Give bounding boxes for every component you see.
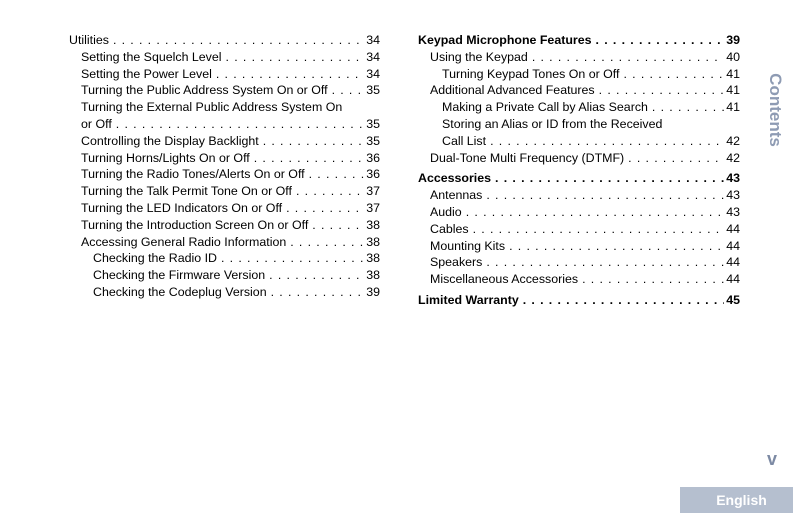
toc-entry-page: 44 [726,238,740,253]
toc-leader-dots [332,82,365,99]
toc-leader-dots [596,32,725,49]
toc-entry [418,66,740,83]
toc-entry-page: 37 [366,184,380,199]
toc-entry [69,166,380,183]
toc-entry [69,250,380,267]
toc-leader-dots [628,150,724,167]
toc-entry-title: Turning the Introduction Screen On or Off [81,217,309,232]
toc-entry [69,267,380,284]
toc-entry-title: Using the Keypad [430,49,528,64]
toc-entry-title: Cables [430,221,469,236]
toc-entry [69,32,380,49]
toc-entry-title: Keypad Microphone Features [418,33,592,47]
toc-entry-title: Mounting Kits [430,238,506,253]
toc-entry-page: 35 [366,133,380,148]
toc-entry-page: 38 [366,234,380,249]
toc-leader-dots [271,284,365,301]
toc-entry-page: 37 [366,200,380,215]
toc-entry-title: Accessing General Radio Information [81,234,287,249]
toc-leader-dots [532,49,724,66]
toc-leader-dots [523,292,724,309]
toc-leader-dots [263,133,365,150]
toc-entry [418,133,740,150]
toc-entry-page: 43 [726,171,740,186]
toc-entry-page: 36 [366,167,380,182]
toc-entry [418,116,740,133]
toc-entry [69,234,380,251]
toc-entry [418,49,740,66]
toc-entry-title: Limited Warranty [418,292,519,307]
toc-entry-title: Miscellaneous Accessories [430,272,579,287]
toc-entry-title: Turning the Public Address System On or Off [81,83,328,98]
toc-entry-page: 38 [366,268,380,283]
toc-leader-dots [473,221,725,238]
toc-leader-dots [312,217,364,234]
toc-entry-page: 44 [726,221,740,236]
toc-entry-page: 39 [366,284,380,299]
toc-entry-title: Call List [442,133,487,148]
toc-entry-page: 38 [366,251,380,266]
toc-entry [69,82,380,99]
toc-entry-title: Additional Advanced Features [430,83,595,98]
section-tab-contents [762,70,788,150]
toc-leader-dots [269,267,364,284]
toc-leader-dots [226,49,365,66]
toc-entry-page: 40 [726,49,740,64]
toc-entry-page: 38 [366,217,380,232]
toc-right-column [418,32,740,309]
toc-entry-title: Checking the Firmware Version [93,268,266,283]
toc-left-column [69,32,380,301]
toc-entry-page: 42 [726,133,740,148]
toc-entry-title: or Off [81,116,112,131]
toc-entry-title: Making a Private Call by Alias Search [442,100,648,115]
toc-entry-page: 39 [726,33,740,47]
toc-leader-dots [509,238,724,255]
toc-entry-title: Turning the LED Indicators On or Off [81,200,283,215]
toc-entry-page: 36 [366,150,380,165]
toc-leader-dots [466,204,725,221]
toc-entry-title: Turning Keypad Tones On or Off [442,66,620,81]
toc-entry [69,116,380,133]
toc-entry [418,204,740,221]
toc-leader-dots [290,234,364,251]
toc-entry [418,82,740,99]
toc-entry-page: 41 [726,100,740,115]
toc-entry [69,49,380,66]
toc-leader-dots [652,99,724,116]
toc-entry-title: Storing an Alias or ID from the Received [442,116,663,131]
toc-entry-title: Utilities [69,33,109,47]
toc-entry-title: Audio [430,204,462,219]
toc-entry-page: 34 [366,49,380,64]
toc-entry-page: 45 [726,292,740,307]
toc-entry [69,183,380,200]
toc-leader-dots [582,271,724,288]
toc-entry-title: Speakers [430,255,483,270]
toc-entry [418,170,740,187]
toc-leader-dots [296,183,364,200]
toc-entry-page: 35 [366,83,380,98]
toc-entry-title: Turning the Radio Tones/Alerts On or Off [81,167,305,182]
toc-entry-title: Accessories [418,171,492,186]
language-tab: English [680,487,793,513]
section-tab-label: Contents [766,73,786,147]
toc-entry [69,133,380,150]
toc-entry [69,284,380,301]
toc-leader-dots [599,82,725,99]
toc-entry [69,66,380,83]
toc-entry-title: Checking the Codeplug Version [93,284,267,299]
toc-leader-dots [623,66,724,83]
toc-entry-title: Turning the Talk Permit Tone On or Off [81,184,292,199]
toc-leader-dots [221,250,364,267]
toc-leader-dots [113,32,364,49]
toc-entry [418,221,740,238]
toc-entry [69,200,380,217]
toc-entry-page: 41 [726,83,740,98]
toc-entry-page: 34 [366,33,380,47]
toc-entry-title: Setting the Squelch Level [81,49,222,64]
toc-entry [418,271,740,288]
toc-entry-title: Turning Horns/Lights On or Off [81,150,250,165]
toc-entry [418,99,740,116]
toc-entry-title: Setting the Power Level [81,66,212,81]
toc-entry-page: 41 [726,66,740,81]
toc-entry-page: 44 [726,255,740,270]
toc-entry [418,238,740,255]
toc-entry-page: 43 [726,188,740,203]
toc-entry-page: 34 [366,66,380,81]
toc-leader-dots [495,170,724,187]
toc-entry [69,150,380,167]
toc-entry-title: Controlling the Display Backlight [81,133,259,148]
toc-entry-page: 42 [726,150,740,165]
toc-leader-dots [486,187,724,204]
toc-leader-dots [309,166,365,183]
toc-entry-title: Turning the External Public Address System On [81,100,343,115]
toc-entry-page: 43 [726,204,740,219]
toc-entry [69,99,380,116]
toc-leader-dots [116,116,364,133]
page-number: v [767,449,778,469]
toc-entry-page: 44 [726,272,740,287]
toc-leader-dots [216,66,364,83]
toc-leader-dots [286,200,364,217]
toc-entry-title: Dual-Tone Multi Frequency (DTMF) [430,150,625,165]
toc-leader-dots [254,150,364,167]
toc-entry [418,187,740,204]
toc-entry [418,254,740,271]
toc-leader-dots [490,133,724,150]
toc-entry-title: Checking the Radio ID [93,251,217,266]
toc-entry-title: Antennas [430,188,483,203]
toc-entry [418,150,740,167]
toc-leader-dots [486,254,724,271]
toc-entry [69,217,380,234]
toc-entry-page: 35 [366,116,380,131]
toc-entry [418,32,740,49]
toc-entry [418,292,740,309]
